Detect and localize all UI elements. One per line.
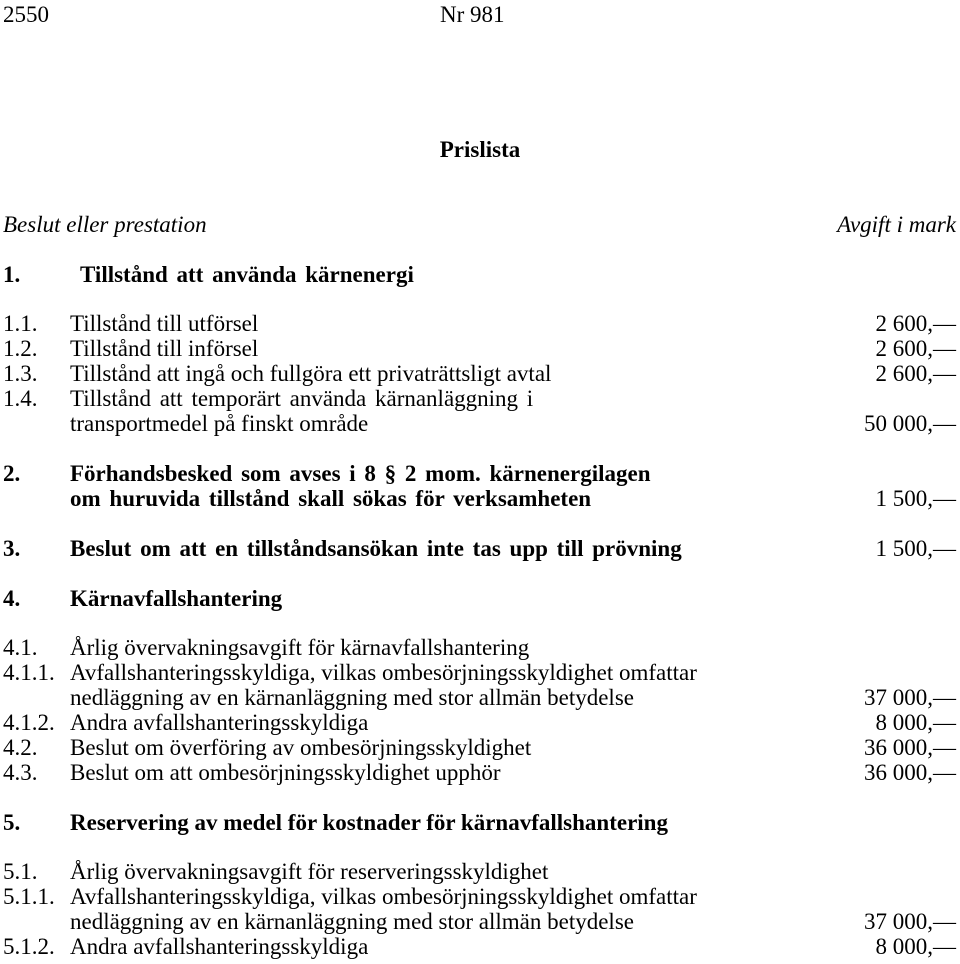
item-text: Årlig övervakningsavgift för reserveringsskyldighet — [70, 859, 549, 884]
price-row — [0, 885, 960, 909]
item-number: 4.1.1. — [3, 660, 55, 685]
item-amount: 2 600,— — [875, 336, 956, 361]
item-number: 1.3. — [3, 361, 38, 386]
item-text: Kärnavfallshantering — [70, 586, 283, 611]
item-number: 5.1.2. — [3, 934, 55, 959]
section-heading-continuation — [0, 487, 960, 511]
item-amount: 1 500,— — [875, 536, 956, 561]
item-number: 4.1. — [3, 635, 38, 660]
column-heading-left: Beslut eller prestation — [3, 212, 207, 237]
item-text: Avfallshanteringsskyldiga, vilkas ombesörjningsskyldighet omfattar — [70, 660, 697, 685]
item-text: Andra avfallshanteringsskyldiga — [70, 934, 369, 959]
item-number: 4.2. — [3, 735, 38, 760]
price-row — [0, 312, 960, 336]
item-amount: 1 500,— — [875, 486, 956, 511]
price-row — [0, 935, 960, 959]
page-number: 2550 — [3, 2, 49, 27]
price-row-continuation — [0, 910, 960, 934]
section-heading — [0, 263, 960, 287]
price-row — [0, 761, 960, 785]
item-number: 5.1. — [3, 859, 38, 884]
section-heading — [0, 462, 960, 486]
page-title: Prislista — [439, 137, 521, 162]
item-amount: 2 600,— — [875, 361, 956, 386]
item-text: Förhandsbesked som avses i 8 § 2 mom. kärnenergilagen — [70, 461, 651, 486]
item-number: 4. — [3, 586, 21, 611]
price-row — [0, 636, 960, 660]
item-number: 2. — [3, 461, 21, 486]
item-text: om huruvida tillstånd skall sökas för verksamheten — [70, 486, 592, 511]
item-amount: 37 000,— — [864, 909, 956, 934]
item-text: Beslut om att ombesörjningsskyldighet upphör — [70, 760, 501, 785]
item-number: 5.1.1. — [3, 884, 55, 909]
item-number: 1.1. — [3, 311, 38, 336]
item-text: nedläggning av en kärnanläggning med stor allmän betydelse — [70, 685, 634, 710]
item-number: 4.1.2. — [3, 710, 55, 735]
item-text: Tillstånd till utförsel — [70, 311, 259, 336]
price-row — [0, 387, 960, 411]
item-number: 1.2. — [3, 336, 38, 361]
item-number: 1. — [3, 262, 21, 287]
item-amount: 50 000,— — [864, 411, 956, 436]
item-text: nedläggning av en kärnanläggning med stor allmän betydelse — [70, 909, 634, 934]
item-text: Årlig övervakningsavgift för kärnavfallshantering — [70, 635, 530, 660]
item-amount: 37 000,— — [864, 685, 956, 710]
section-heading — [0, 811, 960, 835]
item-amount: 8 000,— — [875, 934, 956, 959]
price-row — [0, 661, 960, 685]
item-amount: 8 000,— — [875, 710, 956, 735]
item-number: 3. — [3, 536, 21, 561]
price-row-continuation — [0, 686, 960, 710]
item-amount: 2 600,— — [875, 311, 956, 336]
document-number: Nr 981 — [440, 2, 505, 27]
item-text: Tillstånd att ingå och fullgöra ett privaträttsligt avtal — [70, 361, 552, 386]
section-heading — [0, 537, 960, 561]
price-row — [0, 860, 960, 884]
column-heading-right: Avgift i mark — [837, 212, 956, 237]
item-text: Beslut om att en tillståndsansökan inte tas upp till prövning — [70, 536, 682, 561]
item-text: transportmedel på finskt område — [70, 411, 369, 436]
item-text: Tillstånd att temporärt använda kärnanläggning i — [70, 386, 534, 411]
price-row — [0, 736, 960, 760]
item-text: Andra avfallshanteringsskyldiga — [70, 710, 369, 735]
item-number: 1.4. — [3, 386, 38, 411]
price-row — [0, 711, 960, 735]
price-row-continuation — [0, 412, 960, 436]
price-row — [0, 362, 960, 386]
item-amount: 36 000,— — [864, 760, 956, 785]
item-number: 4.3. — [3, 760, 38, 785]
item-number: 5. — [3, 810, 21, 835]
section-heading — [0, 587, 960, 611]
item-amount: 36 000,— — [864, 735, 956, 760]
item-text: Beslut om överföring av ombesörjningsskyldighet — [70, 735, 532, 760]
item-text: Reservering av medel för kostnader för kärnavfallshantering — [70, 810, 668, 835]
price-row — [0, 337, 960, 361]
item-text: Tillstånd till införsel — [70, 336, 259, 361]
item-text: Avfallshanteringsskyldiga, vilkas ombesörjningsskyldighet omfattar — [70, 884, 697, 909]
item-text: Tillstånd att använda kärnenergi — [80, 262, 414, 287]
